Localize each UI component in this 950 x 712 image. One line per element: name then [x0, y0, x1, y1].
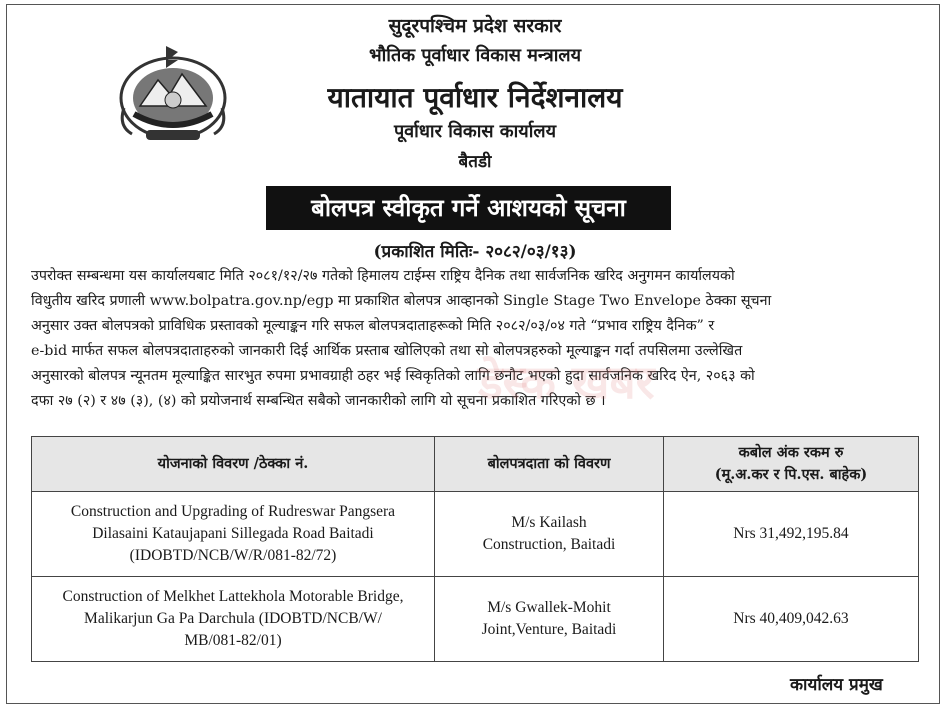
bidder-line: Joint,Venture, Baitadi	[481, 621, 617, 638]
table-header-row	[32, 437, 919, 492]
bidder-cell	[435, 577, 664, 662]
table-row	[32, 492, 919, 577]
project-cell	[32, 492, 435, 577]
body-line: विधुतीय खरिद प्रणाली www.bolpatra.gov.np/egp मा प्रकाशित बोलपत्र आव्हानको Single Stage Two Envelope ठेक्का सूचना	[31, 293, 772, 309]
directorate-title: यातायात पूर्वाधार निर्देशनालय	[327, 81, 623, 114]
amount-cell: Nrs 31,492,195.84	[664, 492, 919, 577]
project-cell	[32, 577, 435, 662]
project-header: योजनाको विवरण /ठेक्का नं.	[32, 437, 435, 492]
notice-banner: बोलपत्र स्वीकृत गर्ने आशयको सूचना	[266, 186, 671, 230]
amount-header-line2: (मू.अ.कर र पि.एस. बाहेक)	[714, 466, 868, 483]
office-chief-signature: कार्यालय प्रमुख	[790, 675, 883, 695]
notice-body	[31, 264, 919, 414]
project-line: Dilasaini Kataujapani Sillegada Road Baitadi	[92, 525, 374, 542]
project-line: Construction and Upgrading of Rudreswar Pangsera	[70, 503, 396, 520]
body-line: उपरोक्त सम्बन्धमा यस कार्यालयबाट मिति २०८१/१२/२७ गतेको हिमालय टाईम्स राष्ट्रिय दैनिक तथा सार्वजनिक खरिद अनुगमन कार्यालयको	[31, 268, 735, 284]
body-line: दफा २७ (२) र ४७ (३), (४) को प्रयोजनार्थ सम्बन्धित सबैको जानकारीको लागि यो सूचना प्रकाशित गरिएको छ ।	[31, 393, 606, 409]
ministry-title: भौतिक पूर्वाधार विकास मन्त्रालय	[368, 45, 582, 66]
watermark: डेस्क खबर	[478, 355, 655, 409]
office-location: बैतडी	[458, 152, 492, 172]
table-row	[32, 577, 919, 662]
body-line: अनुसार उक्त बोलपत्रको प्राविधिक प्रस्तावको मूल्याङ्कन गरि सफल बोलपत्रदाताहरूको मिति २०८२/०३/०४ गते “प्रभाव राष्ट्रिय दैनिक” र	[31, 318, 715, 334]
amount-cell: Nrs 40,409,042.63	[664, 577, 919, 662]
published-date: (प्रकाशित मितिः- २०८२/०३/१३)	[373, 242, 577, 262]
bidder-cell	[435, 492, 664, 577]
bidder-line: M/s Gwallek-Mohit	[487, 599, 611, 616]
amount-header-line1: कबोल अंक रकम रु	[738, 444, 844, 461]
project-line: MB/081-82/01)	[184, 632, 282, 649]
bid-table	[31, 436, 919, 662]
bidder-line: Construction, Baitadi	[482, 536, 616, 553]
project-line: (IDOBTD/NCB/W/R/081-82/72)	[129, 547, 337, 564]
project-line: Malikarjun Ga Pa Darchula (IDOBTD/NCB/W/	[84, 610, 382, 627]
body-line: e-bid मार्फत सफल बोलपत्रदाताहरुको जानकारी दिई आर्थिक प्रस्ताब खोलिएको तथा सो बोलपत्रहरुको मूल्याङ्कन गर्दा तपसिलमा उल्लेखित	[31, 343, 743, 359]
amount-header	[664, 437, 919, 492]
project-line: Construction of Melkhet Lattekhola Motorable Bridge,	[62, 588, 404, 605]
body-line: अनुसारको बोलपत्र न्यूनतम मूल्याङ्कित सारभुत रुपमा प्रभावग्राही ठहर भई स्विकृतिको लागि छनौट भएको हुदा सार्वजनिक खरिद ऐन, २०६३ को	[31, 368, 755, 384]
province-government-title: सुदूरपश्चिम प्रदेश सरकार	[388, 15, 562, 37]
bidder-line: M/s Kailash	[511, 514, 587, 531]
office-title: पूर्वाधार विकास कार्यालय	[393, 121, 557, 142]
bidder-header: बोलपत्रदाता को विवरण	[435, 437, 664, 492]
